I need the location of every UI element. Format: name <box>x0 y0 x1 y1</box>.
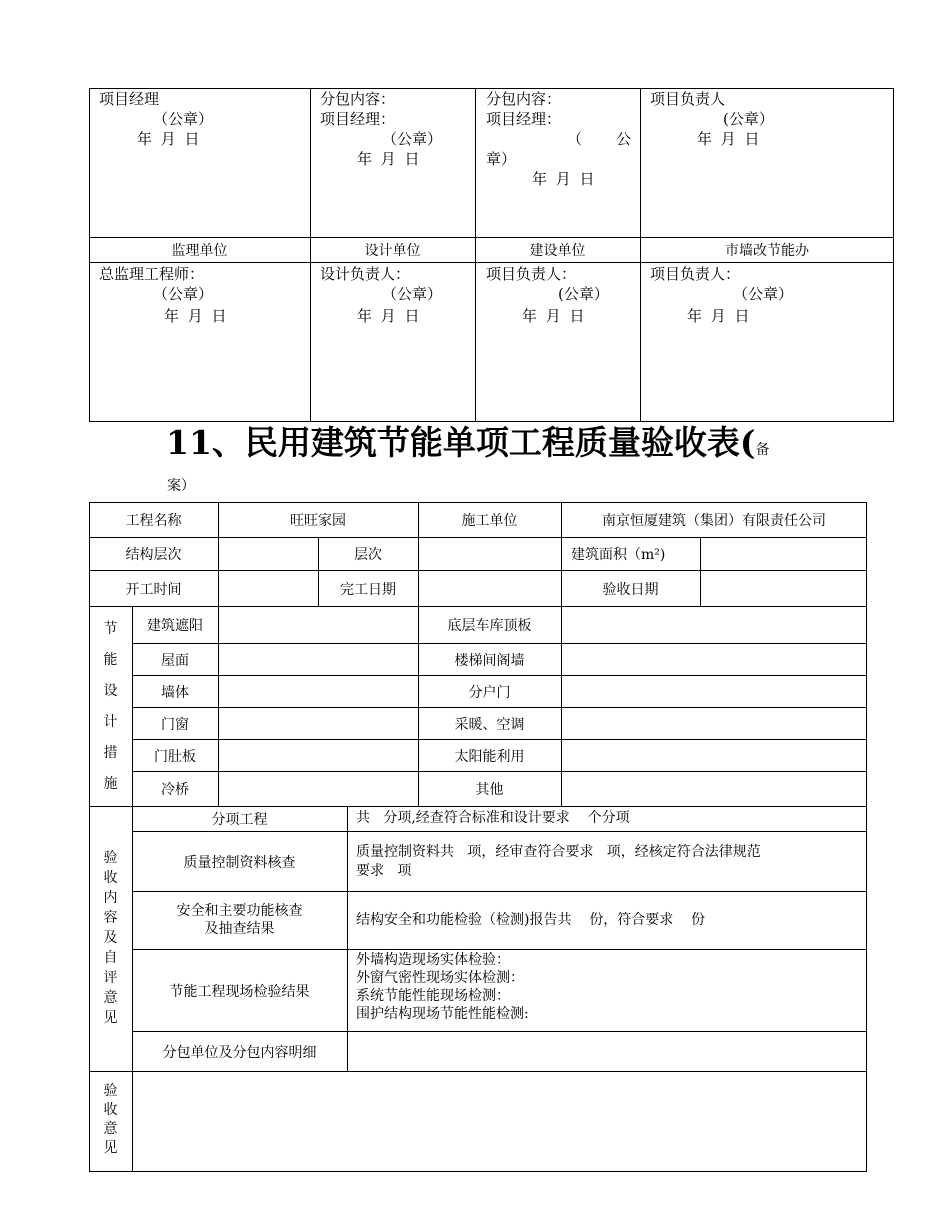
measure-label: 其他 <box>475 782 504 798</box>
safety-check-label-line: 安全和主要功能核查 <box>176 903 303 919</box>
safety-check-label <box>132 902 347 938</box>
title-small: 备 <box>755 442 770 458</box>
label-char: 见 <box>103 1140 118 1156</box>
divider <box>218 502 219 806</box>
energy-field-test-line: 外窗气密性现场实体检测： <box>356 970 524 986</box>
project-name-value: 旺旺家园 <box>290 513 346 529</box>
sub-project-text: 共 分项,经查符合标准和设计要求 个分项 <box>356 810 630 826</box>
seal-label: (公章） <box>723 110 774 128</box>
energy-office-header: 市墙改节能办 <box>725 243 809 259</box>
supervision-unit-header: 监理单位 <box>171 243 228 259</box>
label-char: 措 <box>103 745 118 761</box>
measure-label: 底层车库顶板 <box>447 618 532 634</box>
building-area-label: 建筑面积（m²) <box>571 547 666 563</box>
seal-label: （公章） <box>153 110 214 128</box>
start-date-label: 开工时间 <box>125 581 182 598</box>
divider <box>89 237 894 238</box>
label-char: 验 <box>103 1083 118 1099</box>
date-label: 年 月 日 <box>522 307 585 325</box>
project-lead-label: 项目负责人： <box>486 265 577 283</box>
sub-project-label: 分项工程 <box>211 812 268 828</box>
measure-label: 屋面 <box>161 652 189 669</box>
contractor-value: 南京恒厦建筑（集团）有限责任公司 <box>602 513 826 529</box>
design-unit-header: 设计单位 <box>364 243 421 259</box>
chief-supervisor-label: 总监理工程师： <box>99 265 205 283</box>
measure-label: 冷桥 <box>161 782 189 798</box>
divider <box>89 262 894 263</box>
structure-level-label: 结构层次 <box>125 547 182 563</box>
safety-check-label-line: 及抽查结果 <box>204 921 275 937</box>
label-char: 意 <box>103 1121 118 1137</box>
seal-label-part: 公 <box>616 130 632 148</box>
date-label: 年 月 日 <box>357 150 420 168</box>
seal-label: (公章） <box>558 285 609 303</box>
seal-label: （公章） <box>153 285 214 303</box>
project-lead-label: 项目负责人： <box>650 265 741 283</box>
date-label: 年 月 日 <box>687 307 750 325</box>
completion-date-label: 完工日期 <box>340 581 396 598</box>
pm-label: 项目经理： <box>486 110 562 128</box>
label-char: 设 <box>103 683 118 699</box>
subcontract-detail-label: 分包单位及分包内容明细 <box>162 1044 317 1061</box>
project-lead-label: 项目负责人 <box>650 90 726 108</box>
label-char: 意 <box>103 990 118 1006</box>
title-main: 11、民用建筑节能单项工程质量验收表( <box>166 423 756 462</box>
label-char: 收 <box>103 1102 118 1118</box>
safety-check-text: 结构安全和功能检验（检测)报告共 份，符合要求 份 <box>356 912 706 928</box>
divider <box>89 1071 867 1072</box>
project-name-label: 工程名称 <box>125 513 182 529</box>
measure-label: 分户门 <box>468 684 511 701</box>
energy-field-test-line: 外墙构造现场实体检验： <box>356 952 510 968</box>
date-label: 年 月 日 <box>532 170 595 188</box>
divider <box>132 891 867 892</box>
measure-label: 采暖、空调 <box>454 716 525 733</box>
construction-unit-header: 建设单位 <box>529 243 586 259</box>
label-char: 施 <box>103 776 118 792</box>
date-label: 年 月 日 <box>137 130 200 148</box>
divider <box>347 806 348 1071</box>
contractor-label: 施工单位 <box>461 513 518 529</box>
energy-design-measures-label <box>89 614 132 800</box>
label-char: 内 <box>103 890 118 906</box>
label-char: 收 <box>103 870 118 886</box>
measure-label: 建筑遮阳 <box>147 618 203 634</box>
label-char: 自 <box>103 950 118 966</box>
measure-label: 门窗 <box>161 716 189 733</box>
floors-label: 层次 <box>354 547 382 563</box>
quality-control-text: 要求 项 <box>356 863 412 879</box>
seal-label: （公章） <box>382 285 443 303</box>
label-char: 见 <box>103 1010 118 1026</box>
date-label: 年 月 日 <box>697 130 760 148</box>
page-title <box>166 423 770 470</box>
energy-field-test-line: 围护结构现场节能性能检测: <box>356 1006 529 1022</box>
quality-control-label: 质量控制资料核查 <box>183 854 296 871</box>
energy-field-test-line: 系统节能性能现场检测： <box>356 988 510 1004</box>
date-label: 年 月 日 <box>164 307 227 325</box>
seal-label-part: 章） <box>486 150 517 168</box>
label-char: 节 <box>103 621 118 637</box>
measure-label: 楼梯间阁墙 <box>454 652 525 669</box>
energy-field-test-label: 节能工程现场检验结果 <box>169 983 310 1000</box>
measure-label: 墙体 <box>161 684 189 701</box>
label-char: 能 <box>103 652 118 668</box>
label-char: 及 <box>103 930 118 946</box>
seal-label: （公章） <box>733 285 794 303</box>
label-char: 评 <box>103 970 118 986</box>
seal-label: （公章） <box>382 130 443 148</box>
title-continued: 案） <box>167 478 195 494</box>
subcontract-content-label: 分包内容： <box>486 90 562 108</box>
acceptance-content-label <box>89 848 132 1028</box>
pm-label: 项目经理 <box>99 90 160 108</box>
energy-field-test-lines <box>356 951 529 1023</box>
quality-control-text: 质量控制资料共 项，经审查符合要求 项，经核定符合法律规范 <box>356 844 761 860</box>
seal-label-part: （ <box>567 130 583 148</box>
acceptance-date-label: 验收日期 <box>602 581 659 598</box>
measure-label: 太阳能利用 <box>454 748 525 765</box>
pm-label: 项目经理： <box>320 110 396 128</box>
label-char: 验 <box>103 850 118 866</box>
label-char: 计 <box>103 714 118 730</box>
date-label: 年 月 日 <box>357 307 420 325</box>
acceptance-opinion-label <box>89 1082 132 1158</box>
subcontract-content-label: 分包内容： <box>320 90 396 108</box>
label-char: 容 <box>103 910 118 926</box>
measure-label: 门肚板 <box>154 748 196 765</box>
design-lead-label: 设计负责人： <box>320 265 411 283</box>
